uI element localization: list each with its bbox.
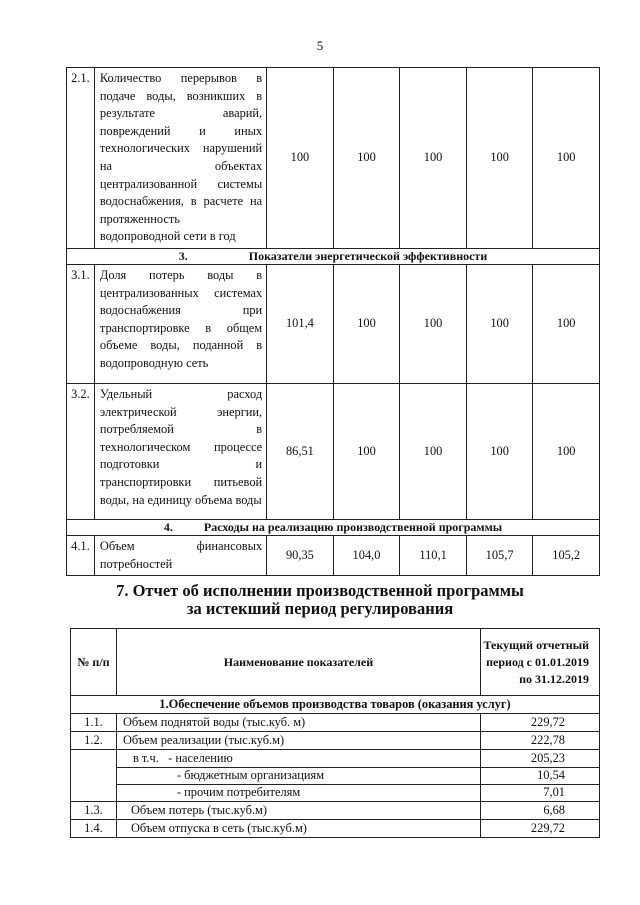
value-cell: 222,78 xyxy=(480,732,599,750)
col-header-num: № п/п xyxy=(71,629,117,696)
value-cell: 229,72 xyxy=(480,820,599,838)
row-number: 1.2. xyxy=(71,732,117,750)
row-number: 3.1. xyxy=(67,264,95,383)
value-cell: 104,0 xyxy=(333,535,400,575)
value-cell: 86,51 xyxy=(267,383,334,519)
indicator-name: Количество перерывов в подаче воды, возникших в результате аварий, повреждений и иных технологических нарушений на объектах централизованной системы водоснабжения, в расчете на протяженность водопроводной сети в год xyxy=(94,68,266,249)
col-header-name: Наименование показателей xyxy=(116,629,480,696)
value-cell: 100 xyxy=(333,68,400,249)
indicator-name: в т.ч. - населению xyxy=(116,750,480,768)
value-cell: 100 xyxy=(533,68,600,249)
section-row xyxy=(67,248,600,264)
value-cell: 100 xyxy=(267,68,334,249)
value-cell: 7,01 xyxy=(480,784,599,802)
indicator-name: Удельный расход электрической энергии, потребляемой в технологическом процессе подготовки и транспортировки питьевой воды, на единицу объема воды xyxy=(94,383,266,519)
indicator-name: Объем отпуска в сеть (тыс.куб.м) xyxy=(116,820,480,838)
row-number: 4.1. xyxy=(67,535,95,575)
value-cell: 100 xyxy=(400,383,467,519)
row-number: 1.4. xyxy=(71,820,117,838)
table-row xyxy=(67,383,600,519)
row-number: 1.1. xyxy=(71,714,117,732)
value-cell: 100 xyxy=(466,264,533,383)
table-row xyxy=(71,714,600,732)
value-cell: 90,35 xyxy=(267,535,334,575)
value-cell: 100 xyxy=(400,68,467,249)
value-cell: 100 xyxy=(533,264,600,383)
table-row xyxy=(71,784,600,802)
table-row xyxy=(71,750,600,768)
report-heading-line2: за истекший период регулирования xyxy=(186,599,454,618)
table-row xyxy=(71,732,600,750)
value-cell: 100 xyxy=(533,383,600,519)
table-row xyxy=(71,820,600,838)
value-cell: 101,4 xyxy=(267,264,334,383)
indicator-name: Доля потерь воды в централизованных системах водоснабжения при транспортировке в общем объеме воды, поданной в водопроводную сеть xyxy=(94,264,266,383)
value-cell: 105,2 xyxy=(533,535,600,575)
section-title xyxy=(67,519,600,535)
indicator-name: Объем финансовых потребностей xyxy=(94,535,266,575)
value-cell: 6,68 xyxy=(480,802,599,820)
indicator-name: Объем поднятой воды (тыс.куб. м) xyxy=(116,714,480,732)
report-heading-line1: 7. Отчет об исполнении производственной программы xyxy=(116,581,524,600)
indicator-name: - прочим потребителям xyxy=(116,784,480,802)
table-row xyxy=(71,767,600,784)
section-title xyxy=(67,248,600,264)
row-number: 2.1. xyxy=(67,68,95,249)
indicator-name: - бюджетным организациям xyxy=(116,767,480,784)
table-row xyxy=(67,68,600,249)
page-number: 5 xyxy=(316,38,324,53)
row-number: 1.3. xyxy=(71,802,117,820)
value-cell: 100 xyxy=(333,264,400,383)
value-cell: 100 xyxy=(400,264,467,383)
section-number: 4. xyxy=(163,520,173,535)
indicator-name: Объем потерь (тыс.куб.м) xyxy=(116,802,480,820)
section-row xyxy=(71,696,600,714)
section-number: 3. xyxy=(178,249,188,264)
value-cell: 100 xyxy=(466,68,533,249)
table-row xyxy=(71,802,600,820)
report-table xyxy=(70,628,600,838)
row-number: 3.2. xyxy=(67,383,95,519)
section-title: 1.Обеспечение объемов производства товаров (оказания услуг) xyxy=(71,696,600,714)
section-label: Показатели энергетической эффективности xyxy=(248,249,488,264)
table-row xyxy=(67,535,600,575)
value-cell: 110,1 xyxy=(400,535,467,575)
col-header-period: Текущий отчетный период с 01.01.2019 по 31.12.2019 xyxy=(480,629,599,696)
value-cell: 100 xyxy=(466,383,533,519)
section-label: Расходы на реализацию производственной программы xyxy=(203,520,503,535)
section-row xyxy=(67,519,600,535)
value-cell: 100 xyxy=(333,383,400,519)
value-cell: 10,54 xyxy=(480,767,599,784)
indicator-name: Объем реализации (тыс.куб.м) xyxy=(116,732,480,750)
row-number xyxy=(71,767,117,784)
header-row xyxy=(71,629,600,696)
table-row xyxy=(67,264,600,383)
indicators-table xyxy=(66,67,600,576)
value-cell: 205,23 xyxy=(480,750,599,768)
row-number xyxy=(71,784,117,802)
value-cell: 229,72 xyxy=(480,714,599,732)
value-cell: 105,7 xyxy=(466,535,533,575)
row-number xyxy=(71,750,117,768)
